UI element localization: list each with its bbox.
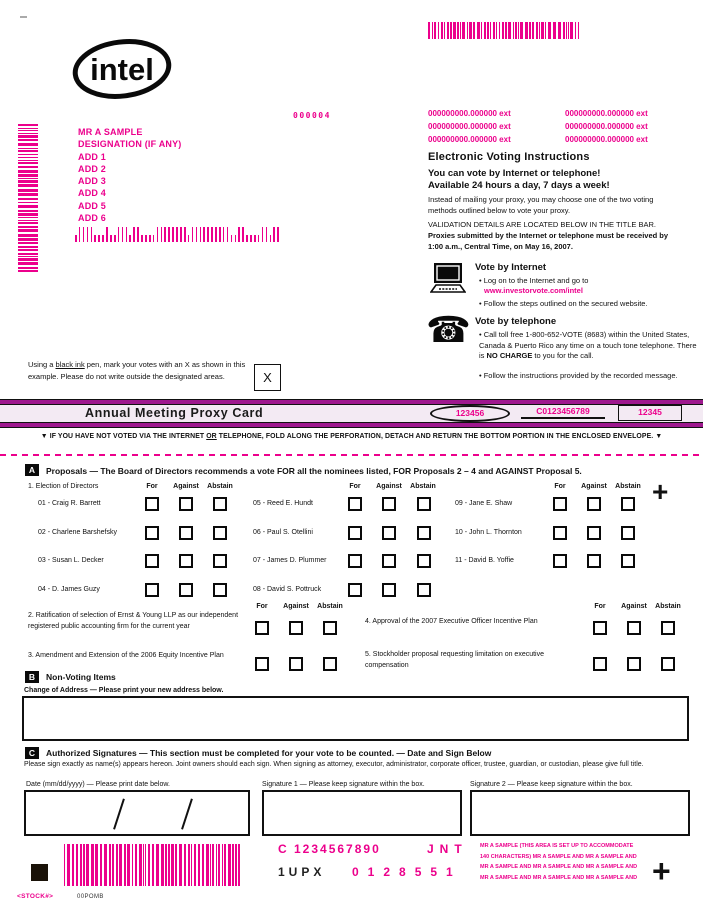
vote-header-against-col1: Against — [173, 483, 199, 490]
sample-note-line-3: MR A SAMPLE AND MR A SAMPLE AND MR A SAMPLE AND — [480, 864, 638, 871]
title-bar — [0, 399, 703, 428]
vote-header-for-col1: For — [146, 483, 158, 490]
ext-value-right-3: 000000000.000000 ext — [565, 135, 648, 144]
checkbox-director-01-for[interactable] — [145, 497, 159, 511]
left-barcode — [18, 124, 38, 236]
director-label-07: 07 - James D. Plummer — [253, 557, 327, 564]
form-code: 00POMB — [77, 894, 104, 900]
director-label-10: 10 - John L. Thornton — [455, 528, 522, 536]
batch-number: 000004 — [293, 111, 331, 120]
ext-value-left-3: 000000000.000000 ext — [428, 135, 511, 144]
checkbox-proposal-5-abstain[interactable] — [661, 657, 675, 671]
black-ink-underlined: black ink — [55, 360, 85, 369]
address-line-8: ADD 6 — [78, 213, 107, 224]
fold-or-underlined: OR — [206, 433, 217, 440]
ext-values-column-1 — [428, 107, 511, 146]
vote-header-abstain-props-left: Abstain — [317, 603, 343, 610]
address-line-2: DESIGNATION (IF ANY) — [78, 139, 182, 150]
postnet-barcode — [75, 227, 285, 242]
checkbox-director-05-abstain[interactable] — [417, 497, 431, 511]
checkbox-director-09-abstain[interactable] — [621, 497, 635, 511]
vote-header-abstain-col2: Abstain — [410, 483, 436, 490]
vote-header-abstain-col1: Abstain — [207, 483, 233, 490]
address-line-3: ADD 1 — [78, 151, 107, 162]
registration-plus-top: + — [652, 476, 669, 507]
validation-oval-number: 123456 — [430, 405, 510, 422]
evoting-paragraph-2: VALIDATION DETAILS ARE LOCATED BELOW IN THE TITLE BAR. — [428, 220, 656, 229]
director-label-08: 08 - David S. Pottruck — [253, 585, 322, 593]
marking-instructions-post: pen, mark your votes with an X as shown in this example. Please do not write outside the designated areas. — [28, 360, 246, 381]
checkbox-director-01-abstain[interactable] — [213, 497, 227, 511]
checkbox-director-05-against[interactable] — [382, 497, 396, 511]
internet-bullet-1: • Log on to the Internet and go to — [479, 276, 679, 287]
top-barcode — [428, 22, 587, 39]
section-c-heading: Authorized Signatures — This section must be completed for your vote to be counted. — Date and Sign Below — [46, 748, 492, 758]
signature2-input-box[interactable] — [470, 790, 690, 836]
stock-tag: <STOCK#> — [17, 893, 54, 900]
evoting-paragraph-3: Proxies submitted by the Internet or telephone must be received by 1:00 a.m., Central Time, on May 16, 2007. — [428, 231, 669, 251]
ext-value-right-1: 000000000.000000 ext — [565, 109, 648, 118]
sequence-number: 0128551 — [352, 865, 462, 879]
address-line-1: MR A SAMPLE — [78, 127, 143, 137]
checkbox-director-04-against[interactable] — [179, 583, 193, 597]
signature1-input-box[interactable] — [262, 790, 462, 836]
registration-dash — [20, 16, 27, 18]
ext-values-column-2 — [565, 107, 648, 146]
down-arrow-left: ▼ — [40, 433, 48, 440]
evoting-title: Electronic Voting Instructions — [428, 151, 590, 163]
checkbox-proposal-2-for[interactable] — [255, 621, 269, 635]
checkbox-proposal-2-against[interactable] — [289, 621, 303, 635]
vote-header-for-col2: For — [349, 483, 361, 490]
proposal-5-label: 5. Stockholder proposal requesting limitation on executive compensation — [365, 651, 544, 669]
vote-header-abstain-props-right: Abstain — [655, 603, 681, 610]
director-label-02: 02 - Charlene Barshefsky — [38, 528, 117, 536]
evoting-paragraph-1: Instead of mailing your proxy, you may choose one of the two voting methods outlined below to vote your proxy. — [428, 195, 654, 215]
telephone-bullet-1-text: Call toll free 1-800-652-VOTE (8683) within the United States, Canada & Puerto Rico any time on a touch tone telephone. There is — [479, 330, 697, 360]
checkbox-director-06-against[interactable] — [382, 526, 396, 540]
section-a-heading: Proposals — The Board of Directors recommends a vote FOR all the nominees listed, FOR Proposals 2 – 4 and AGAINST Proposal 5. — [46, 466, 582, 476]
proposal-2-label: 2. Ratification of selection of Ernst & Young LLP as our independent registered public accounting firm for the current year — [28, 612, 239, 630]
address-line-7: ADD 5 — [78, 200, 107, 211]
checkbox-director-08-for[interactable] — [348, 583, 362, 597]
checkbox-director-07-abstain[interactable] — [417, 554, 431, 568]
telephone-bullet-2: • Follow the instructions provided by the recorded message. — [479, 371, 703, 382]
type-code: 1UPX — [278, 865, 326, 879]
checkbox-director-06-for[interactable] — [348, 526, 362, 540]
checkbox-director-03-against[interactable] — [179, 554, 193, 568]
checkbox-director-01-against[interactable] — [179, 497, 193, 511]
vote-header-against-col3: Against — [581, 483, 607, 490]
checkbox-director-10-for[interactable] — [553, 526, 567, 540]
fold-instruction-pre: IF YOU HAVE NOT VOTED VIA THE INTERNET — [49, 433, 207, 440]
internet-bullet-2: • Follow the steps outlined on the secured website. — [479, 299, 699, 310]
vote-header-for-props-left: For — [256, 603, 268, 610]
director-label-01: 01 - Craig R. Barrett — [38, 500, 101, 507]
checkbox-director-10-abstain[interactable] — [621, 526, 635, 540]
checkbox-director-02-for[interactable] — [145, 526, 159, 540]
vote-by-telephone-title: Vote by telephone — [475, 316, 557, 327]
checkbox-director-07-against[interactable] — [382, 554, 396, 568]
checkbox-director-03-for[interactable] — [145, 554, 159, 568]
change-of-address-input-box[interactable] — [22, 696, 689, 741]
checkbox-proposal-4-against[interactable] — [627, 621, 641, 635]
evoting-bold-line-2: Available 24 hours a day, 7 days a week! — [428, 180, 610, 191]
telephone-bullet-1-end: to you for the call. — [532, 351, 594, 360]
checkbox-director-03-abstain[interactable] — [213, 554, 227, 568]
validation-c-number: C0123456789 — [521, 406, 605, 419]
checkbox-proposal-4-for[interactable] — [593, 621, 607, 635]
checkbox-director-08-abstain[interactable] — [417, 583, 431, 597]
change-of-address-label: Change of Address — Please print your new address below. — [24, 687, 224, 694]
telephone-bullet-1 — [479, 330, 703, 362]
sample-note-line-4: MR A SAMPLE AND MR A SAMPLE AND MR A SAMPLE AND — [480, 874, 638, 881]
ext-value-right-2: 000000000.000000 ext — [565, 122, 648, 131]
director-label-05: 05 - Reed E. Hundt — [253, 500, 313, 507]
checkbox-director-07-for[interactable] — [348, 554, 362, 568]
director-label-03: 03 - Susan L. Decker — [38, 557, 104, 564]
intel-logo — [72, 36, 172, 102]
checkbox-director-02-abstain[interactable] — [213, 526, 227, 540]
vote-header-against-col2: Against — [376, 483, 402, 490]
director-label-06: 06 - Paul S. Otellini — [253, 528, 313, 536]
telephone-icon: ☎ — [426, 309, 471, 350]
election-of-directors-label: 1. Election of Directors — [28, 483, 99, 490]
sample-note-line-1: MR A SAMPLE (THIS AREA IS SET UP TO ACCOMMODATE — [480, 843, 634, 849]
proposal-4-label: 4. Approval of the 2007 Executive Officer Incentive Plan — [365, 618, 538, 625]
investorvote-url[interactable]: www.investorvote.com/intel — [484, 286, 583, 295]
bottom-barcode — [64, 844, 259, 886]
date-slash-1 — [113, 799, 124, 830]
sample-capacity-note — [480, 841, 642, 883]
vote-header-for-props-right: For — [594, 603, 606, 610]
scanner-alignment-square — [31, 864, 48, 881]
no-charge-emphasis: NO CHARGE — [486, 351, 533, 360]
example-mark-box: X — [254, 364, 281, 391]
director-label-04: 04 - D. James Guzy — [38, 585, 100, 593]
vote-header-for-col3: For — [554, 483, 566, 490]
checkbox-director-09-against[interactable] — [587, 497, 601, 511]
computer-icon — [430, 262, 466, 300]
proxy-card-title: Annual Meeting Proxy Card — [85, 406, 264, 420]
perforation-line — [0, 454, 703, 456]
checkbox-director-06-abstain[interactable] — [417, 526, 431, 540]
down-arrow-right: ▼ — [655, 433, 663, 440]
account-code: C 1234567890 — [278, 842, 381, 856]
checkbox-director-02-against[interactable] — [179, 526, 193, 540]
date-field-label: Date (mm/dd/yyyy) — Please print date below. — [26, 781, 170, 788]
checkbox-director-11-for[interactable] — [553, 554, 567, 568]
registration-plus-bottom: + — [652, 853, 671, 889]
proposal-3-label: 3. Amendment and Extension of the 2006 Equity Incentive Plan — [28, 652, 224, 659]
signature-instructions: Please sign exactly as name(s) appears hereon. Joint owners should each sign. When signing as attorney, executor, administrator, corporate officer, trustee, guardian, or custodian, please give full title. — [24, 761, 644, 768]
checkbox-proposal-3-for[interactable] — [255, 657, 269, 671]
address-line-4: ADD 2 — [78, 163, 107, 174]
section-a-badge: A — [25, 464, 39, 476]
director-label-09: 09 - Jane E. Shaw — [455, 500, 513, 507]
date-input-box[interactable] — [24, 790, 250, 836]
signature2-field-label: Signature 2 — Please keep signature within the box. — [470, 781, 633, 788]
address-line-5: ADD 3 — [78, 176, 107, 187]
checkbox-director-08-against[interactable] — [382, 583, 396, 597]
checkbox-proposal-5-for[interactable] — [593, 657, 607, 671]
checkbox-proposal-3-against[interactable] — [289, 657, 303, 671]
marking-instructions — [28, 359, 262, 382]
checkbox-director-04-for[interactable] — [145, 583, 159, 597]
checkbox-director-05-for[interactable] — [348, 497, 362, 511]
section-b-heading: Non-Voting Items — [46, 672, 116, 682]
checkbox-director-09-for[interactable] — [553, 497, 567, 511]
section-c-badge: C — [25, 747, 39, 759]
checkbox-director-11-against[interactable] — [587, 554, 601, 568]
signature1-field-label: Signature 1 — Please keep signature within the box. — [262, 781, 425, 788]
director-label-11: 11 - David B. Yoffie — [455, 557, 514, 564]
sample-note-line-2: 140 CHARACTERS) MR A SAMPLE AND MR A SAMPLE AND — [480, 853, 637, 860]
vote-header-against-props-right: Against — [621, 603, 647, 610]
checkbox-director-04-abstain[interactable] — [213, 583, 227, 597]
joint-code: JNT — [427, 842, 468, 856]
fold-instruction — [0, 433, 703, 440]
checkbox-director-11-abstain[interactable] — [621, 554, 635, 568]
evoting-bold-line-1: You can vote by Internet or telephone! — [428, 168, 601, 179]
checkbox-director-10-against[interactable] — [587, 526, 601, 540]
fold-instruction-post: TELEPHONE, FOLD ALONG THE PERFORATION, DETACH AND RETURN THE BOTTOM PORTION IN THE ENCLOSED ENVELOPE. — [216, 433, 654, 440]
ext-value-left-2: 000000000.000000 ext — [428, 122, 511, 131]
address-line-6: ADD 4 — [78, 188, 107, 199]
checkbox-proposal-2-abstain[interactable] — [323, 621, 337, 635]
checkbox-proposal-3-abstain[interactable] — [323, 657, 337, 671]
checkbox-proposal-4-abstain[interactable] — [661, 621, 675, 635]
vote-header-abstain-col3: Abstain — [615, 483, 641, 490]
mailing-address-block — [78, 126, 182, 224]
vote-header-against-props-left: Against — [283, 603, 309, 610]
section-b-badge: B — [25, 671, 39, 683]
validation-box-number: 12345 — [618, 405, 682, 421]
vote-by-internet-title: Vote by Internet — [475, 262, 547, 273]
checkbox-proposal-5-against[interactable] — [627, 657, 641, 671]
date-slash-2 — [181, 799, 192, 830]
title-bar-bottom-stripe — [0, 422, 703, 428]
ext-value-left-1: 000000000.000000 ext — [428, 109, 511, 118]
intel-logo-text: intel — [90, 52, 154, 87]
marking-instructions-pre: Using a — [28, 360, 56, 369]
